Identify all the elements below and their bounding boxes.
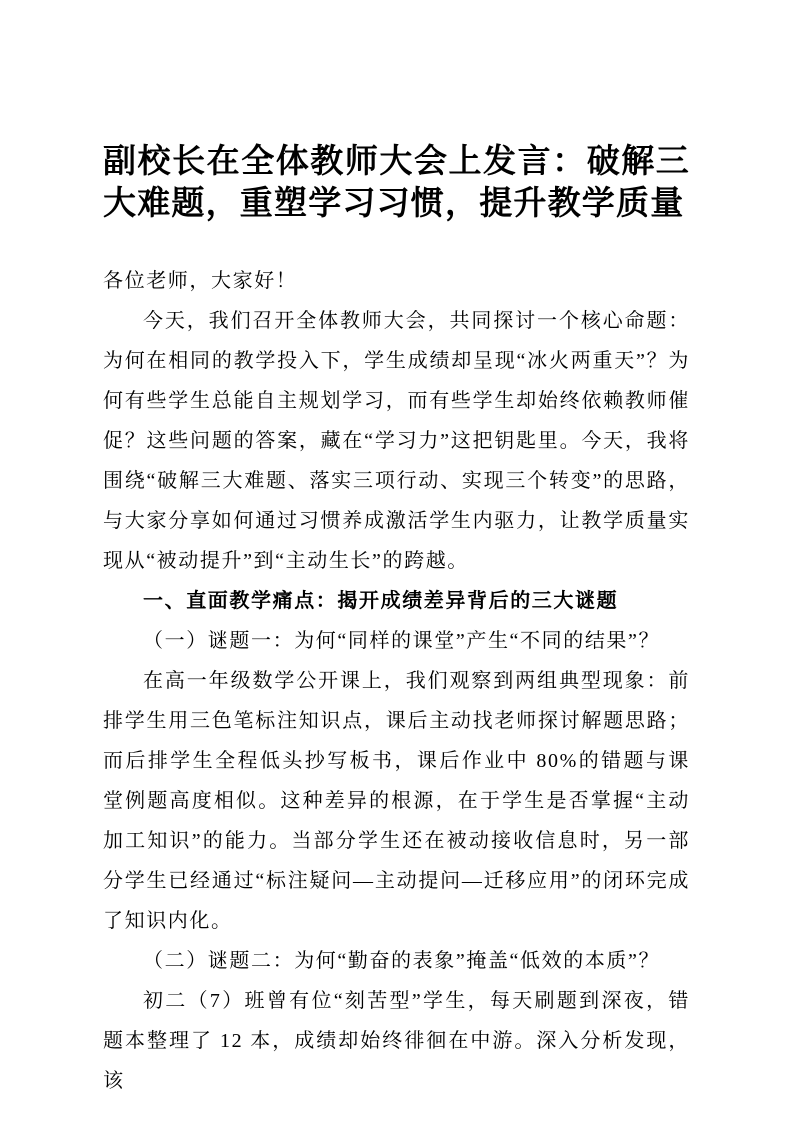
paragraph-body-4: 在高一年级数学公开课上，我们观察到两组典型现象：前排学生用三色笔标注知识点，课后主动找老师探讨解题思路；而后排学生全程低头抄写板书，课后作业中 80%的错题与课堂例题高度相似。这种差异的根源，在于学生是否掌握“主动加工知识”的能力。当部分学生还在被动接收信息时，另一部分学生已经通过“标注疑问—主动提问—迁移应用”的闭环完成了知识内化。 bbox=[103, 670, 690, 932]
document-body bbox=[103, 261, 690, 1101]
paragraph-greeting-0: 各位老师，大家好！ bbox=[103, 270, 298, 292]
paragraph-body-1: 今天，我们召开全体教师大会，共同探讨一个核心命题：为何在相同的教学投入下，学生成绩却呈现“冰火两重天”？为何有些学生总能自主规划学习，而有些学生却始终依赖教师催促？这些问题的答案，藏在“学习力”这把钥匙里。今天，我将围绕“破解三大难题、落实三项行动、实现三个转变”的思路，与大家分享如何通过习惯养成激活学生内驱力，让教学质量实现从“被动提升”到“主动生长”的跨越。 bbox=[103, 310, 690, 572]
paragraph-subheading-3: （一）谜题一：为何“同样的课堂”产生“不同的结果”？ bbox=[143, 630, 661, 652]
paragraph-heading-2: 一、直面教学痛点：揭开成绩差异背后的三大谜题 bbox=[143, 590, 619, 612]
paragraph-body-6: 初二（7）班曾有位“刻苦型”学生，每天刷题到深夜，错题本整理了 12 本，成绩却始终徘徊在中游。深入分析发现，该 bbox=[103, 990, 690, 1092]
document-title: 副校长在全体教师大会上发言：破解三大难题，重塑学习习惯，提升教学质量 bbox=[103, 144, 690, 222]
paragraph-subheading-5: （二）谜题二：为何“勤奋的表象”掩盖“低效的本质”？ bbox=[143, 950, 661, 972]
